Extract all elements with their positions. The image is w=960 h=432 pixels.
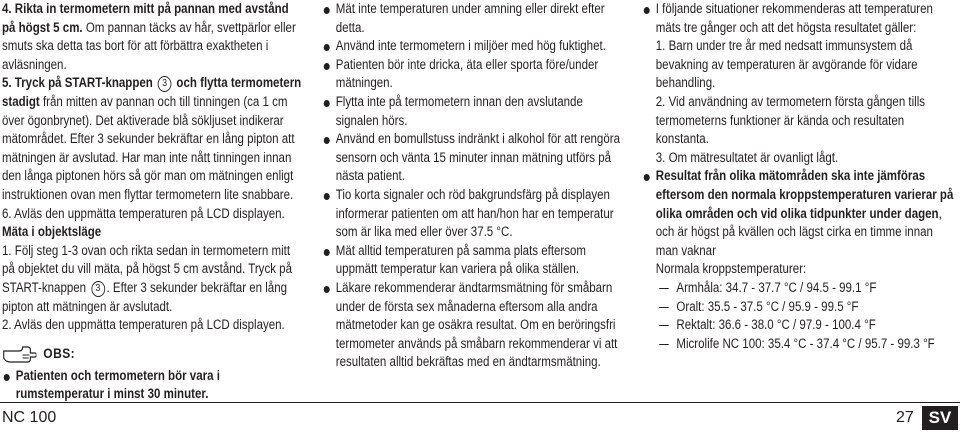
list-item-text: Mät alltid temperaturen på samma plats eftersom uppmätt temperatur kan variera på olika ställen. (335, 242, 587, 277)
obs-label: OBS: (43, 345, 76, 362)
dash-mark (659, 344, 668, 345)
list-item (322, 279, 627, 372)
object-mode-heading: Mäta i objektsläge (2, 224, 102, 240)
bullet-dot (324, 193, 330, 200)
bullet-dot (324, 7, 330, 14)
obs-bullet (2, 367, 303, 404)
temp-item-text: Oralt: 35.5 - 37.5 °C / 95.9 - 99.5 °F (676, 298, 859, 314)
list-item-text: Patienten bör inte dricka, äta eller sporta före/under mätningen. (335, 56, 599, 91)
dash-mark (659, 325, 668, 326)
list-item (642, 0, 956, 37)
list-item-bold: Resultat från olika mätområden ska inte jämföras eftersom den normala kroppstemperaturen varierar på olika områden och vid olika tidpunkter under dagen (655, 168, 954, 221)
step-5-bold-b: och flytta termometern stadigt (2, 75, 302, 109)
list-item-text: Läkare rekommenderar ändtarmsmätning för småbarn under de första sex månaderna eftersom alla andra mätmetoder kan ge osäkra resultat. Om en beröringsfri termometer används på småbarn rekommenderar vi att resultaten alltid bekräftas med en ändtarmsmätning. (335, 279, 618, 370)
object-step-1 (2, 242, 303, 316)
list-item (322, 0, 627, 37)
bullet-dot (644, 174, 650, 181)
list-item-text: Mät inte temperaturen under amning eller direkt efter detta. (335, 1, 605, 35)
list-item-text: Flytta inte på termometern innan den avslutande signalen hörs. (335, 93, 583, 128)
column-middle (322, 0, 627, 372)
temp-item (642, 279, 956, 298)
list-item (322, 186, 627, 242)
list-item-text: Tio korta signaler och röd bakgrundsfärg på displayen informerar patienten om att han/hon har en temperatur som är lika med eller över 37.5 °C. (335, 186, 614, 240)
step-4-text: Om pannan täcks av hår, svettpärlor eller smuts ska detta tas bort för att förbättra exaktheten i avläsningen. (2, 19, 296, 72)
start-button-ref-icon: 3 (91, 281, 105, 297)
column-left (2, 0, 303, 404)
list-item-text: Använd inte termometern i miljöer med hög fuktighet. (335, 38, 606, 54)
temp-item (642, 335, 956, 354)
obs-bullet-text: Patienten och termometern bör vara i rumstemperatur i minst 30 minuter. (15, 367, 220, 402)
pointing-hand-icon (2, 343, 36, 365)
list-item (322, 242, 627, 279)
list-item (322, 37, 627, 56)
page-footer (0, 402, 960, 432)
page-number: 27 (896, 409, 914, 426)
temp-item-text: Microlife NC 100: 35.4 °C - 37.4 °C / 95.7 - 99.3 °F (676, 335, 935, 351)
language-badge: SV (922, 406, 958, 430)
bullet-dot (644, 7, 650, 14)
list-item (322, 130, 627, 186)
normal-temps-heading: Normala kroppstemperaturer: (655, 261, 807, 277)
model-name: NC 100 (2, 409, 57, 426)
list-item (322, 56, 627, 93)
object-step-1-b: . Efter 3 sekunder bekräftar en lång pipton att mätningen är avslutadt. (2, 279, 288, 314)
numbered-item: 3. Om mätresultatet är ovanligt lågt. (655, 149, 839, 165)
obs-note (2, 341, 303, 367)
object-step-1-a: 1. Följ steg 1-3 ovan och rikta sedan in termometern mitt på objektet du vill mäta, på högst 5 cm avstånd. Tryck på START-knappen (2, 242, 292, 295)
temp-item-text: Rektalt: 36.6 - 38.0 °C / 97.9 - 100.4 °F (676, 317, 876, 333)
step-5-bold-a: 5. Tryck på START-knappen (2, 75, 153, 91)
bullet-dot (324, 137, 330, 144)
numbered-item: 1. Barn under tre år med nedsatt immunsystem då bevakning av temperaturen är avgörande för vidare behandling. (655, 38, 918, 91)
bullet-dot (324, 249, 330, 256)
temp-item-text: Armhåla: 34.7 - 37.7 °C / 94.5 - 99.1 °F (676, 279, 877, 295)
step-5-text: från mitten av pannan och till tinningen (ca 1 cm över ögonbrynet). Det aktiverade blå sökljuset indikerar mätområdet. Efter 3 sekunder bekräftar en lång pipton att mätningen är avslutad. Har man inte nått tinningen innan den långa piptonen hörs så gör man om mätningen enligt instruktionen ovan men flyttar termometern lite snabbare. (2, 93, 295, 202)
temp-item (642, 316, 956, 335)
list-item (642, 167, 956, 260)
bullet-dot (324, 286, 330, 293)
bullet-dot (324, 100, 330, 107)
list-item-text: , och är högst på kvällen och lägst cirka en timme innan man vaknar (655, 205, 942, 258)
step-4-bold: 4. Rikta in termometern mitt på pannan med avstånd på högst 5 cm. (2, 1, 289, 35)
step-4 (2, 0, 303, 74)
object-step-2: 2. Avläs den uppmätta temperaturen på LCD displayen. (2, 317, 285, 333)
bullet-dot (324, 44, 330, 51)
column-right (642, 0, 956, 353)
dash-mark (659, 307, 668, 308)
list-item-text: Använd en bomullstuss indränkt i alkohol för att rengöra sensorn och vänta 15 minuter innan mätning utförs på nästa patient. (335, 131, 620, 184)
temp-item (642, 298, 956, 317)
list-item (322, 93, 627, 130)
step-6: 6. Avläs den uppmätta temperaturen på LCD displayen. (2, 205, 285, 221)
dash-mark (659, 288, 668, 289)
start-button-ref-icon: 3 (158, 76, 172, 92)
step-5 (2, 74, 303, 204)
numbered-item: 2. Vid användning av termometern första gången tills termometerns funktioner är kända och resultaten konstanta. (655, 93, 926, 147)
bullet-dot (4, 374, 10, 381)
list-item-text: I följande situationer rekommenderas att temperaturen mäts tre gånger och att det högsta resultatet gäller: (655, 1, 933, 35)
bullet-dot (324, 63, 330, 70)
